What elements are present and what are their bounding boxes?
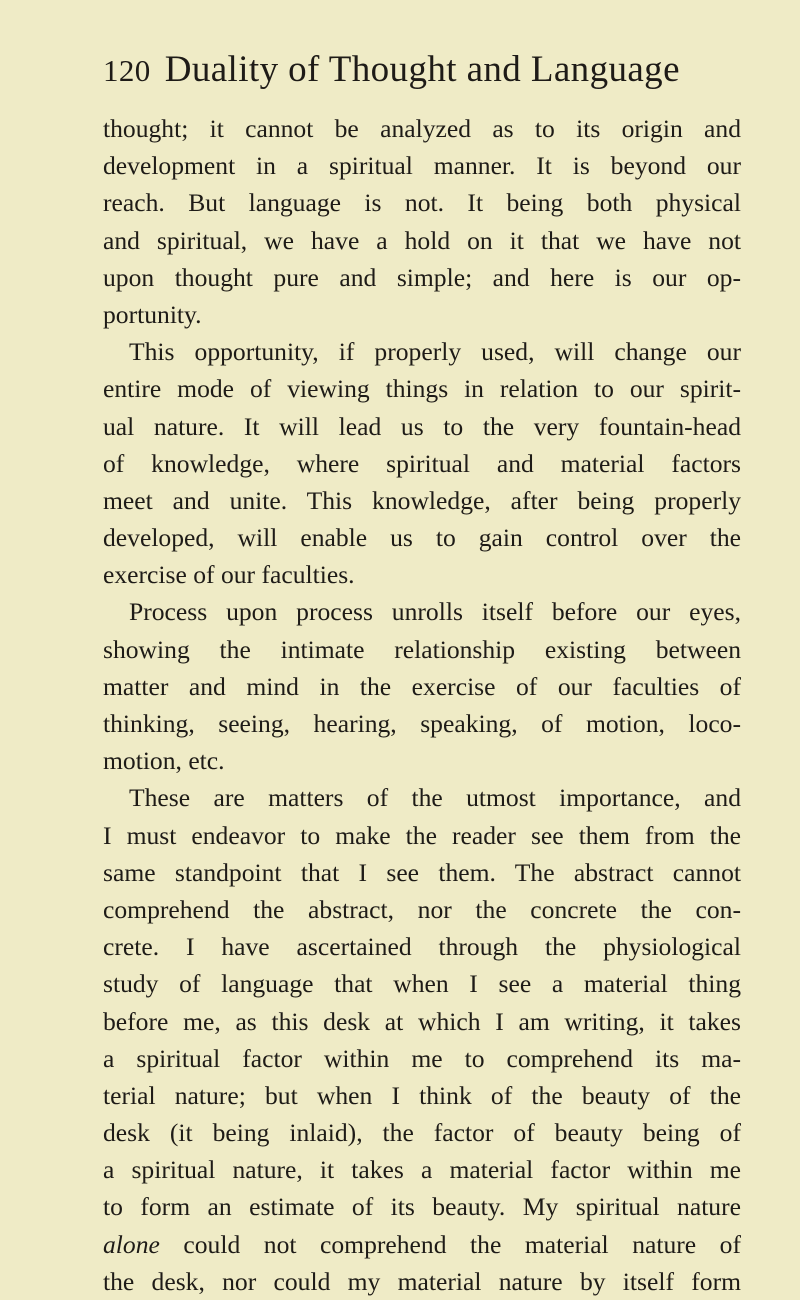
text-line (103, 1226, 741, 1263)
text-line: a spiritual nature, it takes a material factor within me (103, 1155, 741, 1185)
body-text (103, 110, 741, 1300)
text-line: showing the intimate relationship existing between (103, 634, 741, 664)
text-line: the desk, nor could my material nature by itself form (103, 1266, 741, 1296)
text-line: before me, as this desk at which I am writing, it takes (103, 1006, 741, 1036)
paragraph-1 (103, 110, 741, 333)
text-line: study of language that when I see a material thing (103, 969, 741, 999)
text-line: and spiritual, we have a hold on it that we have not (103, 225, 741, 255)
text-line: development in a spiritual manner. It is beyond our (103, 151, 741, 181)
text-line: meet and unite. This knowledge, after being properly (103, 485, 741, 515)
text-line: matter and mind in the exercise of our faculties of (103, 671, 741, 701)
text-line: thought; it cannot be analyzed as to its origin and (103, 114, 741, 143)
text-line: desk (it being inlaid), the factor of beauty being of (103, 1118, 741, 1148)
paragraph-3 (103, 593, 741, 779)
text-line: reach. But language is not. It being both physical (103, 188, 741, 218)
paragraph-2 (103, 333, 741, 593)
text-line: a spiritual factor within me to comprehend its ma- (103, 1043, 741, 1073)
text-line: These are matters of the utmost importance, and (129, 783, 741, 813)
paragraph-4 (103, 779, 741, 1300)
emphasis-alone: alone (103, 1229, 160, 1259)
text-line: same standpoint that I see them. The abstract cannot (103, 857, 741, 887)
text-line: I must endeavor to make the reader see them from the (103, 820, 741, 850)
text-line: portunity. (103, 299, 202, 329)
text-line: entire mode of viewing things in relation to our spirit- (103, 374, 741, 404)
running-head (103, 48, 743, 98)
text-line: ual nature. It will lead us to the very fountain-head (103, 411, 741, 441)
text-line: exercise of our faculties. (103, 560, 355, 590)
text-line: thinking, seeing, hearing, speaking, of motion, loco- (103, 709, 741, 738)
text-line: This opportunity, if properly used, will change our (129, 337, 741, 367)
text-line: of knowledge, where spiritual and material factors (103, 448, 741, 478)
text-line: upon thought pure and simple; and here is our op- (103, 262, 741, 292)
text-line: motion, etc. (103, 746, 225, 776)
text-line: terial nature; but when I think of the beauty of the (103, 1080, 741, 1110)
text-line: crete. I have ascertained through the physiological (103, 932, 741, 962)
running-title: Duality of Thought and Language (164, 49, 680, 90)
page-number: 120 (103, 53, 151, 88)
text-line-rest: could not comprehend the material nature of (159, 1229, 741, 1259)
text-line: Process upon process unrolls itself before our eyes, (129, 597, 741, 627)
text-line: to form an estimate of its beauty. My spiritual nature (103, 1192, 741, 1222)
text-line: developed, will enable us to gain control over the (103, 523, 741, 553)
text-line: comprehend the abstract, nor the concrete the con- (103, 894, 741, 924)
